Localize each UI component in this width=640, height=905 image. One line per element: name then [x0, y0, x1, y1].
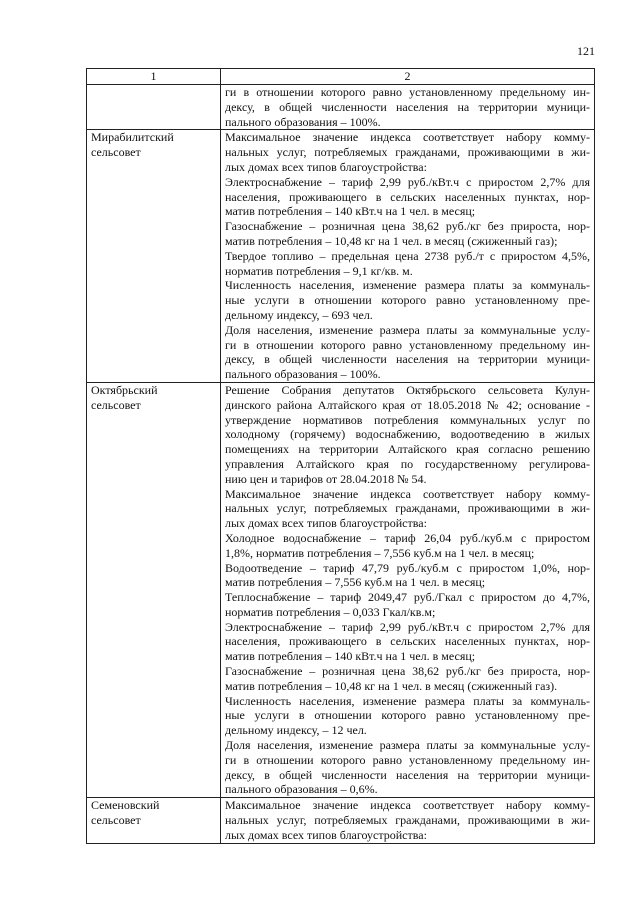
description-line: ги в отношении которого равно установленному предельному ин-	[225, 337, 590, 352]
description-line: матив потребления – 140 кВт.ч на 1 чел. в месяц;	[225, 649, 476, 664]
description-line: Водоотведение – тариф 47,79 руб./куб.м с приростом 1,0%, нор-	[225, 560, 590, 575]
description-line: населения, проживающего в сельских населенных пунктах, нор-	[225, 189, 590, 204]
description-cell	[221, 85, 595, 130]
description-line: Газоснабжение – розничная цена 38,62 руб./кг без прироста, нор-	[225, 664, 590, 679]
description-line: Максимальное значение индекса соответствует набору комму-	[225, 130, 590, 145]
description-line: Электроснабжение – тариф 2,99 руб./кВт.ч с приростом 2,7% для	[225, 174, 590, 189]
description-line: матив потребления – 10,48 кг на 1 чел. в месяц (сжиженный газ);	[225, 233, 558, 248]
description-line: пального образования – 100%.	[225, 114, 381, 129]
description-line: лых домах всех типов благоустройства:	[225, 516, 427, 531]
table-row	[87, 85, 595, 130]
description-line: ги в отношении которого равно установленному предельному ин-	[225, 85, 590, 99]
description-line: Доля населения, изменение размера платы за коммунальные услу-	[225, 322, 590, 337]
settlement-name-line: Октябрьский	[91, 382, 158, 397]
description-line: норматив потребления – 9,1 кг/кв. м.	[225, 263, 413, 278]
description-line: Максимальное значение индекса соответствует набору комму-	[225, 486, 590, 501]
description-line: нальных услуг, потребляемых гражданами, проживающими в жи-	[225, 501, 590, 516]
description-line: помещениях на территории Алтайского края согласно решению	[225, 442, 590, 457]
description-line: нальных услуг, потребляемых гражданами, проживающими в жи-	[225, 145, 590, 160]
settlement-name-line: сельсовет	[91, 397, 141, 412]
description-line: матив потребления – 7,556 куб.м на 1 чел. в месяц;	[225, 575, 486, 590]
table-row	[87, 382, 595, 797]
column-header-1: 1	[87, 69, 221, 85]
description-line: пального образования – 100%.	[225, 367, 381, 382]
description-line: Численность населения, изменение размера платы за коммуналь-	[225, 278, 590, 293]
description-line: Теплоснабжение – тариф 2049,47 руб./Гкал с приростом до 4,7%,	[225, 590, 590, 605]
description-line: матив потребления – 10,48 кг на 1 чел. в месяц (сжиженный газ).	[225, 678, 558, 693]
page-number: 121	[577, 44, 595, 58]
description-cell	[221, 130, 595, 383]
description-line: Численность населения, изменение размера платы за коммуналь-	[225, 693, 590, 708]
description-line: Доля населения, изменение размера платы за коммунальные услу-	[225, 738, 590, 753]
description-line: ные услуги в отношении которого равно установленному пре-	[225, 293, 590, 308]
description-line: лых домах всех типов благоустройства:	[225, 159, 427, 174]
description-line: дексу, в общей численности населения на территории муници-	[225, 767, 590, 782]
description-line: матив потребления – 140 кВт.ч на 1 чел. в месяц;	[225, 204, 476, 219]
description-line: Электроснабжение – тариф 2,99 руб./кВт.ч с приростом 2,7% для	[225, 619, 590, 634]
table-row	[87, 798, 595, 843]
settlement-name-line: сельсовет	[91, 145, 141, 160]
settlement-name-line: сельсовет	[91, 813, 141, 828]
description-line: нальных услуг, потребляемых гражданами, проживающими в жи-	[225, 813, 590, 828]
description-line: Газоснабжение – розничная цена 38,62 руб./кг без прироста, нор-	[225, 219, 590, 234]
description-line: динского района Алтайского края от 18.05.2018 № 42; основание -	[225, 397, 590, 412]
description-line: холодному (горячему) водоснабжению, водоотведению в жилых	[225, 427, 590, 442]
description-line: Максимальное значение индекса соответствует набору комму-	[225, 798, 590, 813]
description-line: 1,8%, норматив потребления – 7,556 куб.м на 1 чел. в месяц;	[225, 545, 535, 560]
description-line: норматив потребления – 0,033 Гкал/кв.м;	[225, 604, 436, 619]
description-line: ги в отношении которого равно установленному предельному ин-	[225, 752, 590, 767]
settlement-name-cell	[87, 85, 221, 130]
table-row	[87, 130, 595, 383]
description-line: Решение Собрания депутатов Октябрьского сельсовета Кулун-	[225, 382, 590, 397]
description-line: дельному индексу, – 693 чел.	[225, 307, 373, 322]
description-line: дексу, в общей численности населения на территории муници-	[225, 99, 590, 114]
description-line: лых домах всех типов благоустройства:	[225, 827, 427, 842]
description-line: нию цен и тарифов от 28.04.2018 № 54.	[225, 471, 427, 486]
description-line: утверждение нормативов потребления коммунальных услуг по	[225, 412, 590, 427]
description-cell	[221, 382, 595, 797]
description-line: дельному индексу, – 12 чел.	[225, 723, 367, 738]
description-line: ные услуги в отношении которого равно установленному пре-	[225, 708, 590, 723]
settlement-name-line: Семеновский	[91, 798, 160, 813]
description-line: управления Алтайского края по государственному регулирова-	[225, 456, 590, 471]
settlement-name-cell	[87, 798, 221, 843]
description-line: населения, проживающего в сельских населенных пунктах, нор-	[225, 634, 590, 649]
settlement-name-line: Мирабилитский	[91, 130, 174, 145]
settlement-name-cell	[87, 130, 221, 383]
description-cell	[221, 798, 595, 843]
description-line: пального образования – 0,6%.	[225, 782, 378, 797]
description-line: Холодное водоснабжение – тариф 26,04 руб./куб.м с приростом	[225, 530, 590, 545]
column-header-2: 2	[221, 69, 595, 85]
document-table	[86, 68, 595, 844]
table-header-row	[87, 69, 595, 85]
description-line: дексу, в общей численности населения на территории муници-	[225, 352, 590, 367]
description-line: Твердое топливо – предельная цена 2738 руб./т с приростом 4,5%,	[225, 248, 590, 263]
settlement-name-cell	[87, 382, 221, 797]
